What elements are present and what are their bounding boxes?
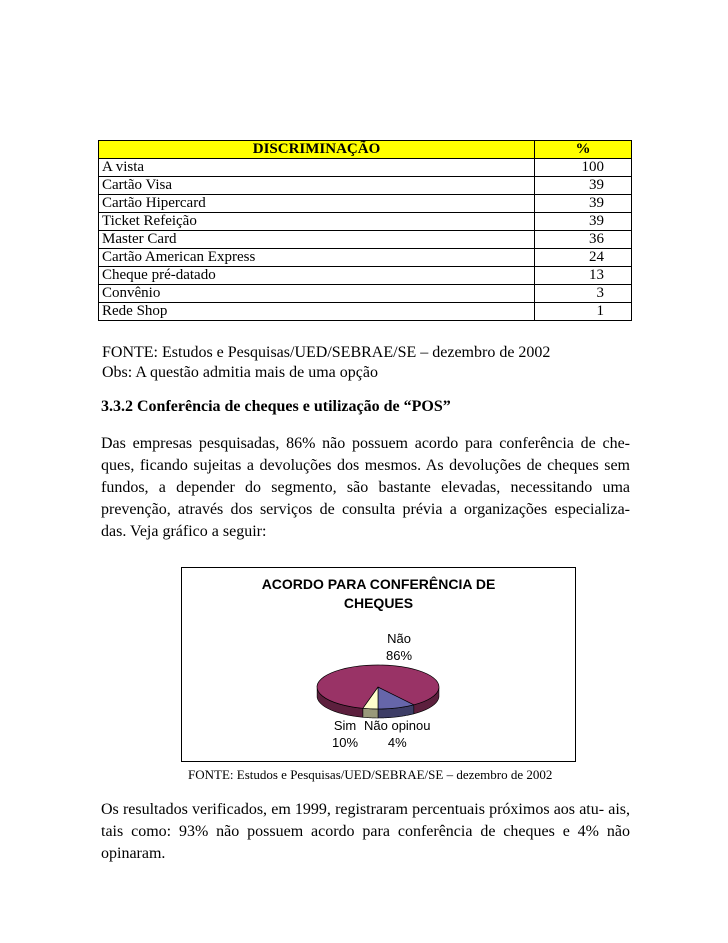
header-discriminacao: DISCRIMINAÇÃO: [99, 141, 535, 159]
chart-title-line-1: ACORDO PARA CONFERÊNCIA DE: [261, 576, 496, 592]
row-value: 1: [535, 303, 632, 321]
label-nao-value: 86%: [386, 648, 413, 663]
row-value: 39: [535, 213, 632, 231]
label-nao-opinou: [364, 717, 431, 751]
table-header-row: [99, 141, 632, 159]
row-label: Cartão American Express: [99, 249, 535, 267]
row-label: Cheque pré-datado: [99, 267, 535, 285]
row-label: Master Card: [99, 231, 535, 249]
chart-title-line-2: CHEQUES: [343, 595, 414, 611]
label-sim-name: Sim: [333, 718, 357, 733]
table-row: [99, 285, 632, 303]
row-value: 13: [535, 267, 632, 285]
table-row: [99, 195, 632, 213]
label-nao-name: Não: [387, 631, 411, 646]
table-row: [99, 159, 632, 177]
row-label: A vista: [99, 159, 535, 177]
row-value: 36: [535, 231, 632, 249]
label-nao-opinou-name: Não opinou: [364, 718, 431, 733]
row-value: 3: [535, 285, 632, 303]
paragraph-1: Das empresas pesquisadas, 86% não possuem acordo para conferência de che- ques, ficando sujeitas a devoluções dos mesmos. As devoluções de cheques sem fundos, a depender do segmento, são bastante elevadas, necessitando uma prevenção, através dos serviços de consulta prévia a organizações especializa- das. Veja gráfico a seguir:: [101, 435, 630, 540]
table-row: [99, 267, 632, 285]
row-value: 24: [535, 249, 632, 267]
row-label: Rede Shop: [99, 303, 535, 321]
paragraph-2: Os resultados verificados, em 1999, registraram percentuais próximos aos atu- ais, tais como: 93% não possuem acordo para conferência de cheques e 4% não opinaram.: [101, 801, 630, 862]
row-label: Cartão Visa: [99, 177, 535, 195]
chart-source: FONTE: Estudos e Pesquisas/UED/SEBRAE/SE – dezembro de 2002: [188, 767, 553, 782]
label-nao: [386, 630, 412, 664]
table-row: [99, 213, 632, 231]
row-label: Ticket Refeição: [99, 213, 535, 231]
label-nao-opinou-value: 4%: [387, 735, 407, 750]
header-percent: %: [535, 141, 632, 159]
row-value: 100: [535, 159, 632, 177]
table-note: Obs: A questão admitia mais de uma opção: [102, 364, 378, 381]
table-source: FONTE: Estudos e Pesquisas/UED/SEBRAE/SE – dezembro de 2002: [102, 344, 551, 361]
row-label: Convênio: [99, 285, 535, 303]
table-row: [99, 231, 632, 249]
table-row: [99, 303, 632, 321]
label-sim-value: 10%: [332, 735, 359, 750]
payment-methods-table: [98, 140, 632, 321]
table-row: [99, 249, 632, 267]
table-row: [99, 177, 632, 195]
pie-chart: [181, 567, 576, 762]
label-sim: [332, 717, 358, 751]
row-label: Cartão Hipercard: [99, 195, 535, 213]
row-value: 39: [535, 195, 632, 213]
section-title: 3.3.2 Conferência de cheques e utilização de “POS”: [101, 398, 451, 415]
row-value: 39: [535, 177, 632, 195]
